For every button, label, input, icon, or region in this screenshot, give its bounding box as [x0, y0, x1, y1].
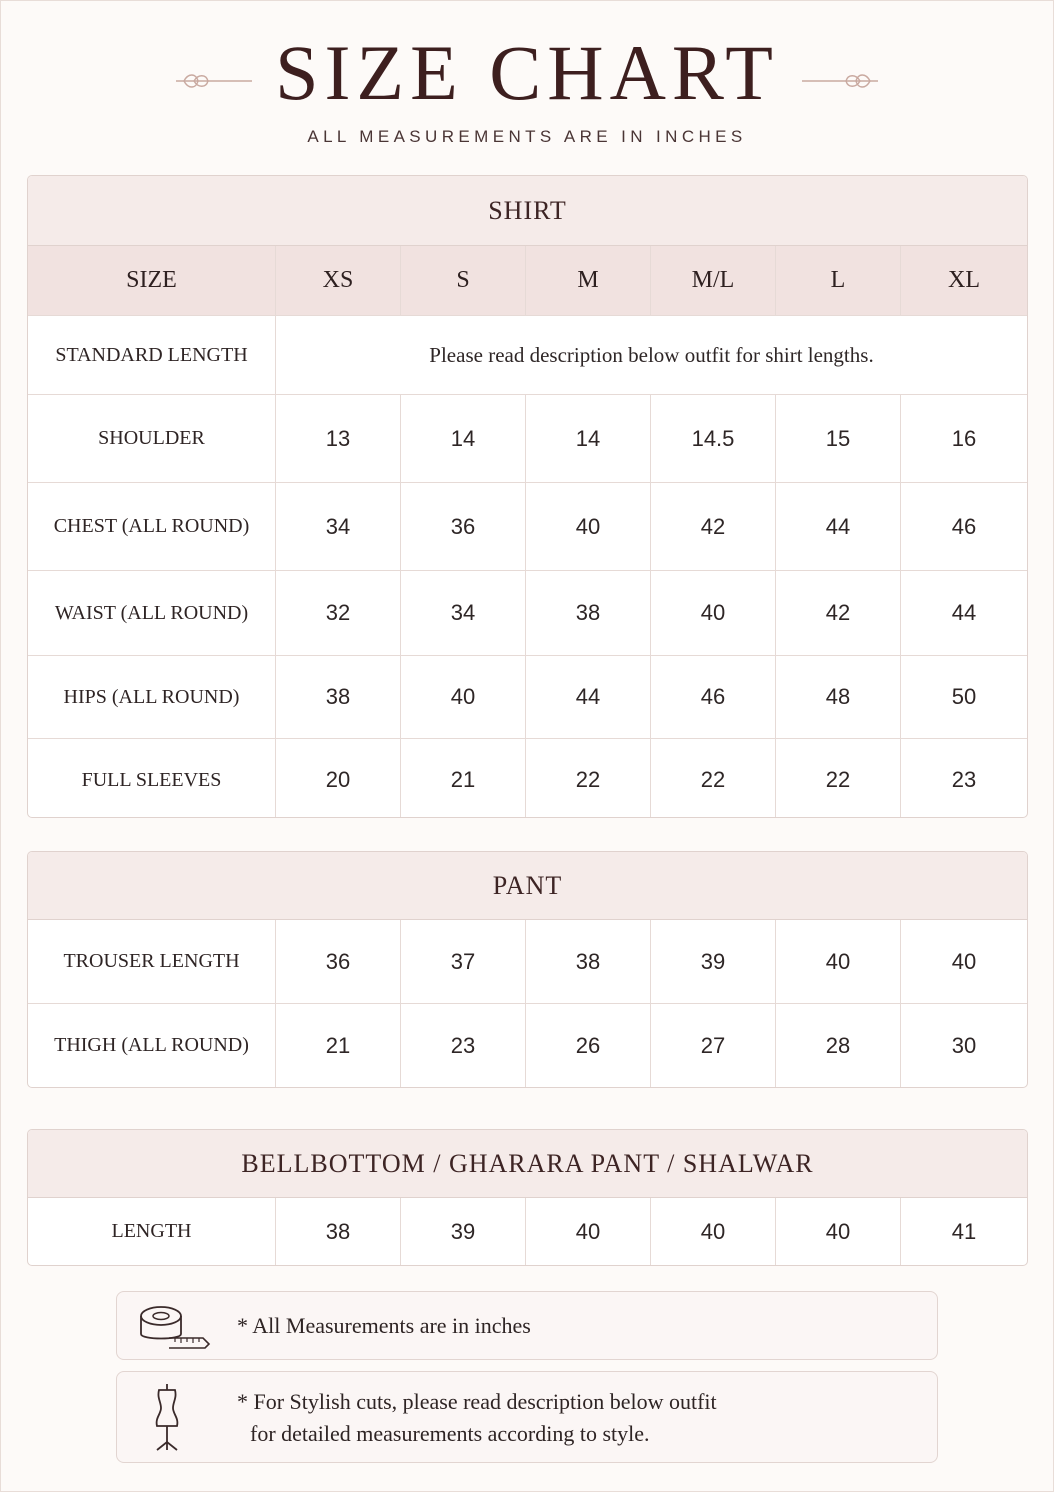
table-cell: 40	[651, 571, 776, 655]
bellbottom-table	[27, 1129, 1028, 1266]
row-label: CHEST (ALL ROUND)	[28, 483, 276, 570]
table-cell: 38	[526, 920, 651, 1003]
table-cell: 30	[951, 1032, 977, 1058]
table-cell: 15	[776, 395, 901, 482]
standard-length-note: Please read description below outfit for shirt lengths.	[429, 342, 874, 367]
table-cell: 44	[526, 656, 651, 738]
table-cell: 46	[651, 656, 776, 738]
table-cell: 44	[951, 600, 977, 625]
table-cell: 42	[776, 571, 901, 655]
table-cell: 14	[526, 395, 651, 482]
note-text	[237, 1386, 717, 1450]
column-header: XL	[948, 267, 980, 293]
table-cell: 40	[526, 483, 651, 570]
column-header: SIZE	[28, 246, 276, 315]
table-cell: 38	[276, 1198, 401, 1265]
table-row	[28, 483, 1027, 571]
table-cell: 40	[526, 1198, 651, 1265]
table-cell: 28	[776, 1004, 901, 1087]
table-cell: 36	[401, 483, 526, 570]
table-cell: 34	[401, 571, 526, 655]
column-header: L	[776, 246, 901, 315]
row-label: HIPS (ALL ROUND)	[28, 656, 276, 738]
table-cell: 40	[951, 948, 977, 974]
table-cell: 34	[276, 483, 401, 570]
table-cell: 42	[651, 483, 776, 570]
table-cell: 38	[276, 656, 401, 738]
page-subtitle: ALL MEASUREMENTS ARE IN INCHES	[307, 127, 747, 146]
table-cell: 48	[776, 656, 901, 738]
table-cell: 23	[401, 1004, 526, 1087]
note-measurements	[116, 1291, 938, 1360]
table-cell: 44	[776, 483, 901, 570]
table-cell: 20	[276, 739, 401, 818]
table-cell: 22	[776, 739, 901, 818]
table-row	[28, 1198, 1027, 1265]
column-header: S	[401, 246, 526, 315]
table-cell: 23	[951, 767, 977, 792]
table-cell: 36	[276, 920, 401, 1003]
row-label: TROUSER LENGTH	[28, 920, 276, 1003]
note-stylish-cuts	[116, 1371, 938, 1463]
bellbottom-table-title: BELLBOTTOM / GHARARA PANT / SHALWAR	[28, 1130, 1027, 1198]
table-row	[28, 1004, 1027, 1087]
table-cell: 14	[401, 395, 526, 482]
note-line: for detailed measurements according to style.	[250, 1421, 650, 1446]
table-cell: 32	[276, 571, 401, 655]
size-header-row	[28, 246, 1027, 316]
pant-table-title: PANT	[28, 852, 1027, 920]
note-text	[237, 1310, 531, 1342]
table-row	[28, 656, 1027, 739]
column-header: M/L	[651, 246, 776, 315]
table-cell: 46	[951, 513, 977, 539]
column-header: XS	[276, 246, 401, 315]
table-cell: 22	[526, 739, 651, 818]
table-row	[28, 395, 1027, 483]
table-cell: 39	[401, 1198, 526, 1265]
row-label: SHOULDER	[28, 395, 276, 482]
table-cell: 14.5	[651, 395, 776, 482]
table-cell: 50	[951, 684, 977, 709]
column-header: M	[526, 246, 651, 315]
table-cell: 40	[776, 1198, 901, 1265]
pant-table	[27, 851, 1028, 1088]
table-cell: 21	[401, 739, 526, 818]
measuring-tape-icon	[139, 1302, 211, 1350]
shirt-table	[27, 175, 1028, 818]
row-label: WAIST (ALL ROUND)	[28, 571, 276, 655]
table-row	[28, 920, 1027, 1004]
table-cell: 37	[401, 920, 526, 1003]
table-cell: 39	[651, 920, 776, 1003]
row-label: STANDARD LENGTH	[28, 316, 276, 394]
row-label: THIGH (ALL ROUND)	[28, 1004, 276, 1087]
table-cell: 40	[651, 1198, 776, 1265]
page-title: SIZE CHART	[275, 29, 779, 116]
table-cell: 27	[651, 1004, 776, 1087]
table-cell: 21	[276, 1004, 401, 1087]
table-cell: 22	[651, 739, 776, 818]
row-label: LENGTH	[28, 1198, 276, 1265]
row-label: FULL SLEEVES	[28, 739, 276, 818]
dress-form-icon	[149, 1382, 185, 1454]
table-cell: 40	[776, 920, 901, 1003]
table-cell: 41	[951, 1218, 977, 1244]
table-cell: 16	[951, 425, 977, 451]
table-cell: 38	[526, 571, 651, 655]
note-line: * All Measurements are in inches	[237, 1313, 531, 1338]
table-cell: 40	[401, 656, 526, 738]
table-cell: 13	[276, 395, 401, 482]
note-line: * For Stylish cuts, please read description below outfit	[237, 1389, 717, 1414]
shirt-table-title: SHIRT	[28, 176, 1027, 246]
table-cell: 26	[526, 1004, 651, 1087]
table-row	[28, 571, 1027, 656]
table-row	[28, 316, 1027, 395]
table-row	[28, 739, 1027, 818]
